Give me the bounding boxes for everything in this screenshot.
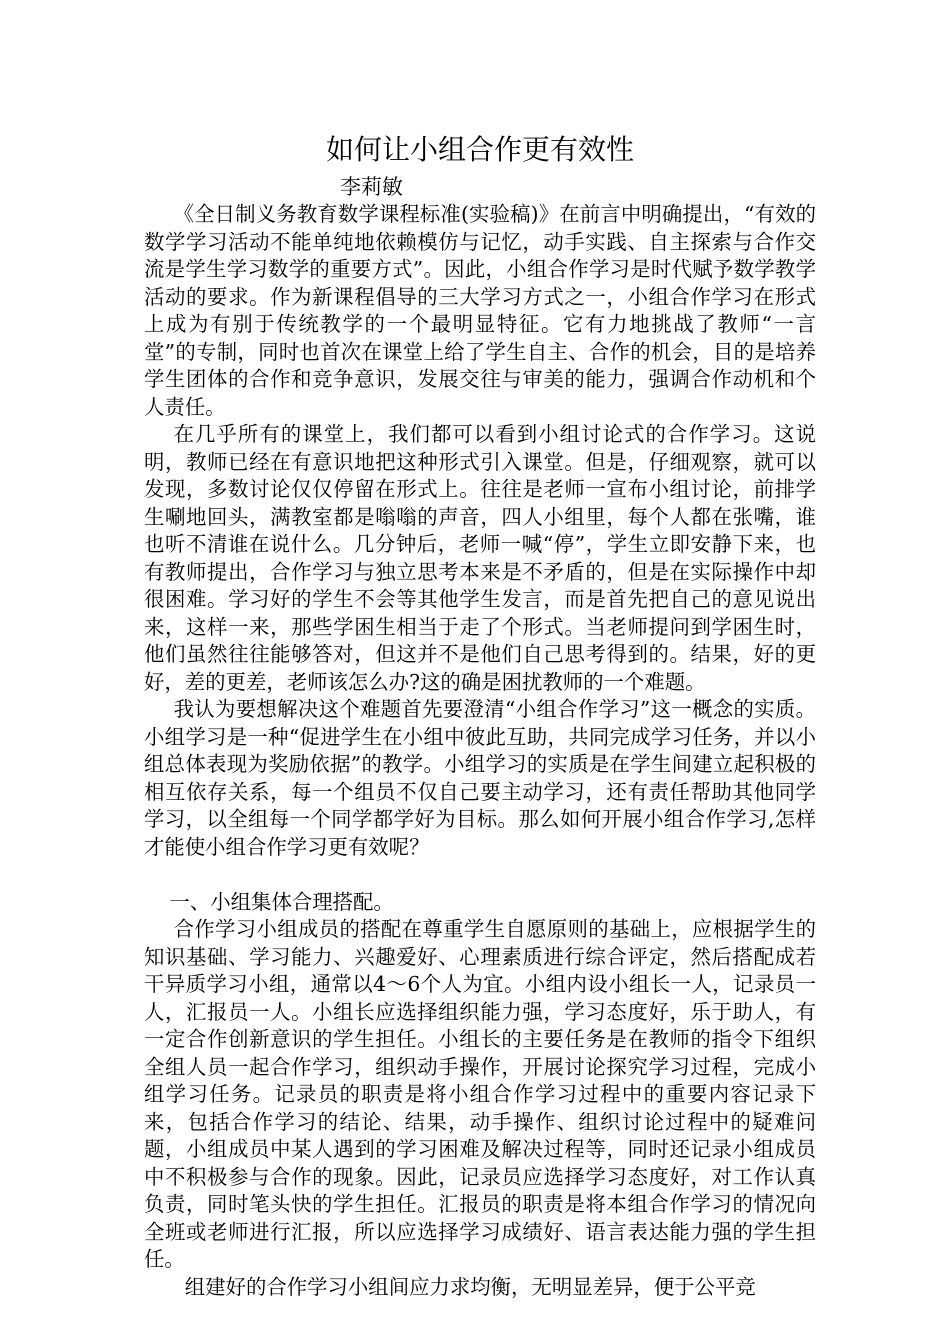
document-author: 李莉敏 bbox=[340, 175, 403, 199]
paragraph-group-balance: 组建好的合作学习小组间应力求均衡，无明显差异，便于公平竞 bbox=[184, 1274, 756, 1299]
paragraph-intro: 《全日制义务教育数学课程标准(实验稿)》在前言中明确提出，“有效的数学学习活动不能单纯地依赖模仿与记忆，动手实践、自主探索与合作交流是学生学习数学的重要方式”。因此，小组合作学习是时代赋予数学教学活动的要求。作为新课程倡导的三大学习方式之一，小组合作学习在形式上成为有别于传统教学的一个最明显特征。它有力地挑战了教师“一言堂”的专制，同时也首次在课堂上给了学生自主、合作的机会，目的是培养学生团体的合作和竞争意识，发展交往与审美的能力，强调合作动机和个人责任。 bbox=[144, 202, 816, 419]
document-title: 如何让小组合作更有效性 bbox=[325, 133, 634, 166]
blank-line bbox=[144, 861, 816, 889]
paragraph-observation: 在几乎所有的课堂上，我们都可以看到小组讨论式的合作学习。这说明，教师已经在有意识地把这种形式引入课堂。但是，仔细观察，就可以发现，多数讨论仅仅停留在形式上。往往是老师一宣布小组讨论，前排学生唰地回头，满教室都是嗡嗡的声音，四人小组里，每个人都在张嘴，谁也听不清谁在说什么。几分钟后，老师一喊“停”，学生立即安静下来，也有教师提出，合作学习与独立思考本来是不矛盾的，但是在实际操作中却很困难。学习好的学生不会等其他学生发言，而是首先把自己的意见说出来，这样一来，那些学困生相当于走了个形式。当老师提问到学困生时，他们虽然往往能够答对，但这并不是他们自己思考得到的。结果，好的更好，差的更差，老师该怎么办?这的确是困扰教师的一个难题。 bbox=[144, 422, 816, 694]
document-page bbox=[144, 126, 816, 1301]
section-heading: 一、小组集体合理搭配。 bbox=[169, 889, 394, 914]
paragraph-concept: 我认为要想解决这个难题首先要澄清“小组合作学习”这一概念的实质。小组学习是一种“促进学生在小组中彼此互助，共同完成学习任务，并以小组总体表现为奖励依据”的教学。小组学习的实质是在学生间建立起积极的相互依存关系，每一个组员不仅自己要主动学习，还有责任帮助其他同学学习，以全组每一个同学都学好为目标。那么如何开展小组合作学习,怎样才能使小组合作学习更有效呢？ bbox=[144, 697, 816, 859]
paragraph-group-roles: 合作学习小组成员的搭配在尊重学生自愿原则的基础上，应根据学生的知识基础、学习能力、兴趣爱好、心理素质进行综合评定，然后搭配成若干异质学习小组，通常以4～6个人为宜。小组内设小组长一人，记录员一人，汇报员一人。小组长应选择组织能力强，学习态度好，乐于助人，有一定合作创新意识的学生担任。小组长的主要任务是在教师的指令下组织全组人员一起合作学习，组织动手操作，开展讨论探究学习过程，完成小组学习任务。记录员的职责是将小组合作学习过程中的重要内容记录下来，包括合作学习的结论、结果，动手操作、组织讨论过程中的疑难问题，小组成员中某人遇到的学习困难及解决过程等，同时还记录小组成员中不积极参与合作的现象。因此，记录员应选择学习态度好，对工作认真负责，同时笔头快的学生担任。汇报员的职责是将本组合作学习的情况向全班或老师进行汇报，所以应选择学习成绩好、语言表达能力强的学生担任。 bbox=[144, 917, 816, 1271]
